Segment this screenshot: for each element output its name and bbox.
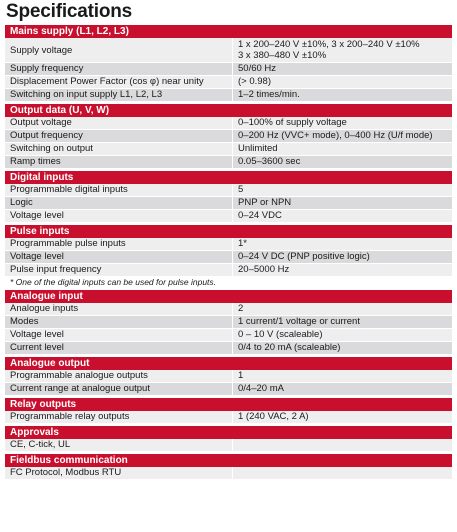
spec-value-empty [232,439,452,451]
section-fieldbus-communication [5,454,452,480]
spec-row [5,411,452,423]
section-digital-inputs [5,171,452,223]
section-heading: Analogue output [5,357,452,370]
spec-value: 1–2 times/min. [232,89,452,101]
spec-value: 0–200 Hz (VVC+ mode), 0–400 Hz (U/f mode) [232,130,452,142]
spec-value: 0/4–20 mA [232,383,452,395]
spec-row [5,467,452,479]
section-heading: Approvals [5,426,452,439]
spec-row [5,250,452,263]
spec-value: 0–24 VDC [232,210,452,222]
spec-value: 1 [232,370,452,382]
section-analogue-output [5,357,452,396]
section-heading: Analogue input [5,290,452,303]
spec-row [5,88,452,101]
spec-row [5,382,452,395]
section-mains-supply [5,25,452,102]
section-heading: Mains supply (L1, L2, L3) [5,25,452,38]
section-relay-outputs [5,398,452,424]
spec-label: Displacement Power Factor (cos φ) near unity [5,76,232,88]
spec-value: 1 current/1 voltage or current [232,316,452,328]
spec-row [5,209,452,222]
section-pulse-inputs [5,225,452,288]
spec-label: Analogue inputs [5,303,232,315]
spec-value: 0–24 V DC (PNP positive logic) [232,251,452,263]
spec-label: Modes [5,316,232,328]
spec-row [5,341,452,354]
spec-value: 20–5000 Hz [232,264,452,276]
spec-label: Programmable analogue outputs [5,370,232,382]
spec-label: Current level [5,342,232,354]
section-heading: Output data (U, V, W) [5,104,452,117]
spec-row [5,196,452,209]
spec-row [5,439,452,451]
spec-row [5,155,452,168]
spec-label: Switching on output [5,143,232,155]
spec-value: 0 – 10 V (scaleable) [232,329,452,341]
spec-row [5,328,452,341]
section-output-data [5,104,452,169]
spec-row [5,75,452,88]
section-heading: Pulse inputs [5,225,452,238]
section-analogue-input [5,290,452,355]
spec-row [5,38,452,62]
spec-label: Programmable relay outputs [5,411,232,423]
page-title: Specifications [6,1,133,22]
spec-value-line: 1 x 200–240 V ±10%, 3 x 200–240 V ±10% [238,39,420,50]
spec-label: CE, C-tick, UL [5,439,232,451]
spec-row [5,370,452,382]
spec-label: Voltage level [5,329,232,341]
spec-value: 50/60 Hz [232,63,452,75]
spec-value: Unlimited [232,143,452,155]
footnote: * One of the digital inputs can be used for pulse inputs. [10,277,217,287]
spec-label: Programmable digital inputs [5,184,232,196]
spec-row [5,62,452,75]
spec-value: 5 [232,184,452,196]
spec-label: Switching on input supply L1, L2, L3 [5,89,232,101]
spec-row [5,263,452,276]
spec-row [5,129,452,142]
spec-label: Output voltage [5,117,232,129]
spec-row [5,315,452,328]
spec-row [5,303,452,315]
spec-value-line: 3 x 380–480 V ±10% [238,50,327,61]
spec-value: 1* [232,238,452,250]
spec-label: Output frequency [5,130,232,142]
spec-value [232,38,452,62]
spec-label: Ramp times [5,156,232,168]
section-heading: Fieldbus communication [5,454,452,467]
spec-value: (> 0.98) [232,76,452,88]
spec-value-empty [232,467,452,479]
spec-value: 0/4 to 20 mA (scaleable) [232,342,452,354]
section-heading: Relay outputs [5,398,452,411]
spec-value: 2 [232,303,452,315]
spec-label: Supply voltage [5,38,232,62]
spec-label: FC Protocol, Modbus RTU [5,467,232,479]
spec-row [5,184,452,196]
spec-label: Voltage level [5,251,232,263]
section-approvals [5,426,452,452]
spec-label: Voltage level [5,210,232,222]
spec-value: 0.05–3600 sec [232,156,452,168]
spec-label: Current range at analogue output [5,383,232,395]
spec-value: 1 (240 VAC, 2 A) [232,411,452,423]
spec-label: Logic [5,197,232,209]
spec-row [5,238,452,250]
spec-row [5,142,452,155]
spec-label: Programmable pulse inputs [5,238,232,250]
section-heading: Digital inputs [5,171,452,184]
spec-label: Pulse input frequency [5,264,232,276]
spec-label: Supply frequency [5,63,232,75]
spec-value: 0–100% of supply voltage [232,117,452,129]
spec-value: PNP or NPN [232,197,452,209]
spec-row [5,117,452,129]
